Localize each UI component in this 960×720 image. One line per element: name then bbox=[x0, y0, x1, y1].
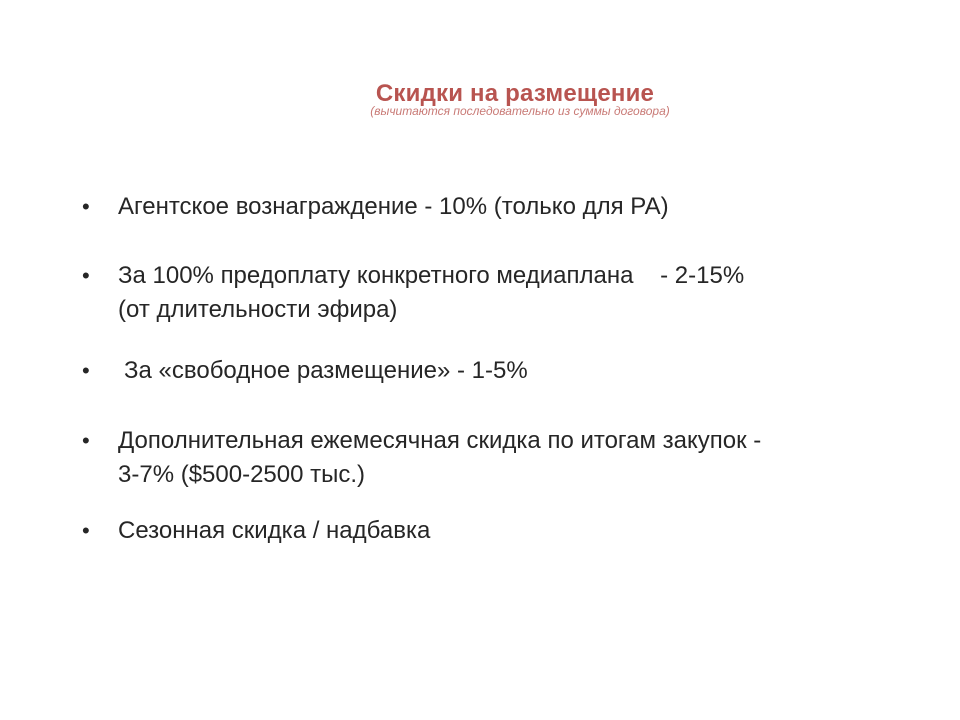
bullet-marker: • bbox=[82, 518, 90, 543]
bullet-marker: • bbox=[82, 194, 90, 219]
list-item-text: За «свободное размещение» - 1-5% bbox=[124, 357, 528, 384]
bullet-marker: • bbox=[82, 428, 90, 453]
bullet-marker: • bbox=[82, 358, 90, 383]
list-item-text: За 100% предоплату конкретного медиаплана - 2-15% (от длительности эфира) bbox=[118, 262, 745, 323]
list-item-text: Сезонная скидка / надбавка bbox=[118, 517, 431, 544]
list-item-text: Агентское вознаграждение - 10% (только для РА) bbox=[118, 193, 669, 220]
bullet-marker: • bbox=[82, 263, 90, 288]
list-item-text: Дополнительная ежемесячная скидка по итогам закупок - 3-7% ($500-2500 тыс.) bbox=[118, 427, 762, 488]
slide-title: Скидки на размещение bbox=[375, 80, 655, 107]
slide-subtitle: (вычитаются последовательно из суммы договора) bbox=[370, 104, 670, 118]
